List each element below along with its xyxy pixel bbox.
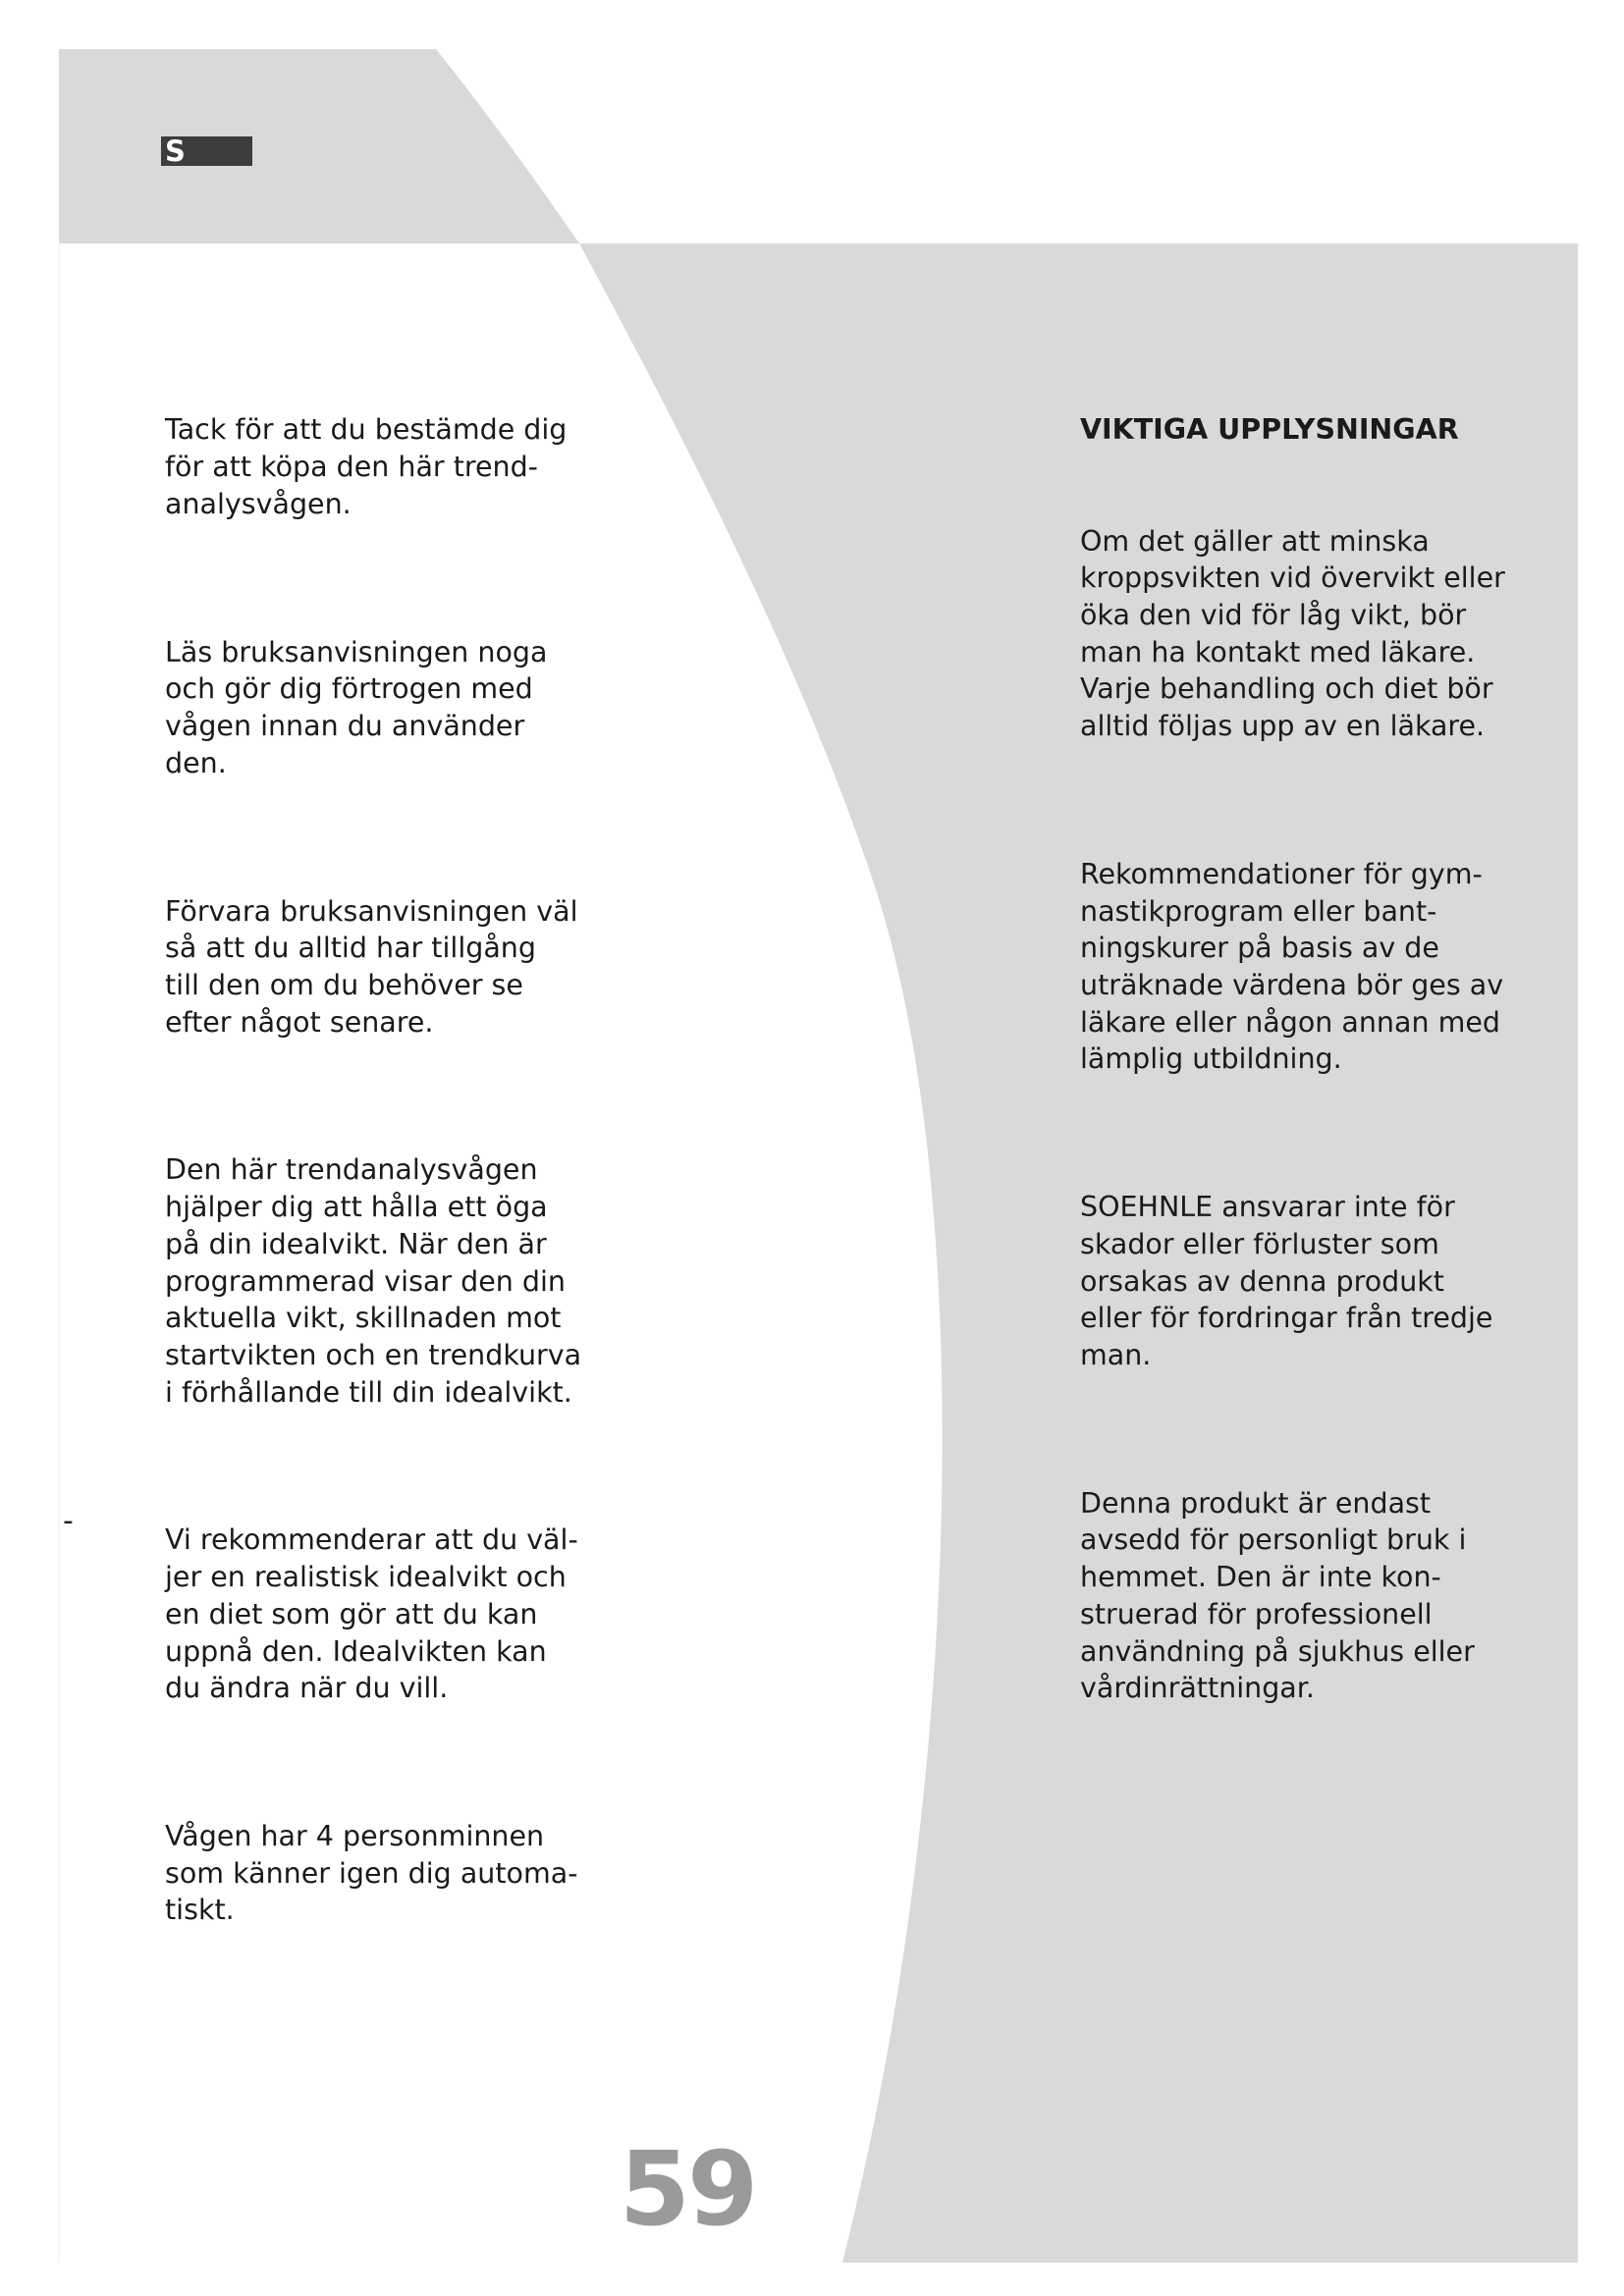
read-manual-paragraph: Läs bruksanvisningen noga och gör dig förtrogen med vågen innan du använder den. xyxy=(165,635,548,779)
trend-analysis-paragraph: Den här trendanalysvågen hjälper dig att hålla ett öga på din idealvikt. När den är programmerad visar den din aktuella vikt, skillnaden mot startvikten och en trendkurva i förhållande till din idealvikt. xyxy=(165,1153,582,1409)
page-number: 59 xyxy=(619,2129,756,2249)
exercise-recommendation-paragraph: Rekommendationer för gym- nastikprogram eller bant- ningskurer på basis av de uträknade värdena bör ges av läkare eller någon annan med lämplig utbildning. xyxy=(1080,857,1504,1076)
recommendation-paragraph: Vi rekommenderar att du väl- jer en realistisk idealvikt och en diet som gör att du kan uppnå den. Idealvikten kan du ändra när du vill. xyxy=(165,1523,578,1705)
person-memory-paragraph: Vågen har 4 personminnen som känner igen dig automa- tiskt. xyxy=(165,1820,578,1927)
margin-dash: - xyxy=(63,1504,74,1538)
doctor-contact-paragraph: Om det gäller att minska kroppsvikten vid övervikt eller öka den vid för låg vikt, bör man ha kontakt med läkare. Varje behandling och diet bör alltid följas upp av en läkare. xyxy=(1080,524,1505,743)
right-text-column xyxy=(1080,338,1505,1781)
important-info-heading: VIKTIGA UPPLYSNINGAR xyxy=(1080,413,1459,447)
language-code: S xyxy=(165,134,186,168)
language-badge xyxy=(161,136,252,166)
keep-manual-paragraph: Förvara bruksanvisningen väl så att du alltid har tillgång till den om du behöver se efter något senare. xyxy=(165,894,578,1039)
left-text-column xyxy=(165,338,582,2003)
header-gray-band xyxy=(59,49,579,243)
liability-paragraph: SOEHNLE ansvarar inte för skador eller förluster som orsakas av denna produkt eller för fordringar från tredje man. xyxy=(1080,1191,1493,1371)
personal-use-paragraph: Denna produkt är endast avsedd för personligt bruk i hemmet. Den är inte kon- struerad för professionell användning på sjukhus eller vårdinrättningar. xyxy=(1080,1486,1475,1705)
intro-paragraph: Tack för att du bestämde dig för att köpa den här trend- analysvågen. xyxy=(165,413,568,520)
